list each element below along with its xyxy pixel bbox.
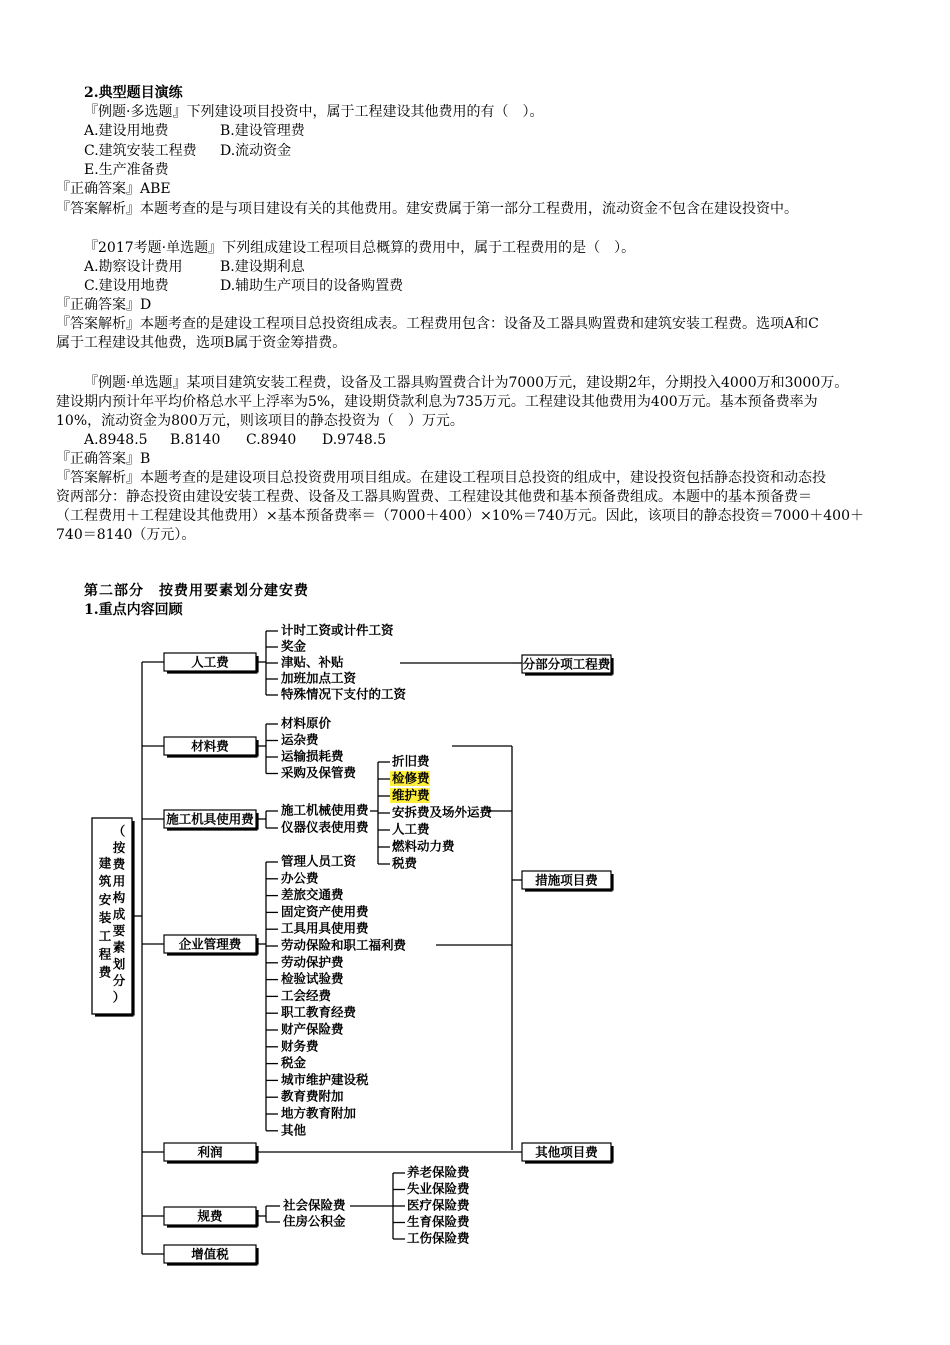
root-label-char: 划: [112, 956, 126, 972]
root-label-char: 分: [112, 972, 126, 988]
fees-item: 社会保险费: [283, 1197, 346, 1213]
category-machine-label: 施工机具使用费: [166, 811, 254, 827]
q3-analysis-line2: 资两部分：静态投资由建设安装工程费、设备及工器具购置费、工程建设其他费和基本预备费组成。本题中的基本预备费＝: [56, 489, 812, 505]
root-label-char: 构: [112, 889, 126, 905]
management-item: 工具用具使用费: [281, 920, 369, 936]
machine-sub-item: 税费: [392, 855, 418, 871]
q3-stem-line1: 『例题·单选题』某项目建筑安装工程费，设备及工器具购置费合计为7000万元，建设期2年，分期投入4000万和3000万。: [84, 375, 849, 391]
management-item: 管理人员工资: [281, 853, 357, 869]
category-vat-label: 增值税: [191, 1246, 229, 1262]
root-label-char: （: [112, 823, 126, 839]
q3-analysis-line3: （工程费用＋工程建设其他费用）×基本预备费率＝（7000＋400）×10%＝740万元。因此，该项目的静态投资＝7000＋400＋: [56, 508, 864, 524]
labor-item: 津贴、补贴: [281, 654, 344, 670]
root-title-char: 程: [98, 946, 112, 962]
labor-item: 计时工资或计件工资: [281, 622, 394, 638]
management-item: 检验试验费: [281, 971, 344, 987]
management-item: 工会经费: [281, 987, 332, 1003]
insurance-item: 生育保险费: [407, 1214, 470, 1229]
management-item: 劳动保险和职工福利费: [281, 937, 407, 953]
machine-item: 仪器仪表使用费: [281, 819, 369, 835]
q1-option-e: E.生产准备费: [84, 162, 169, 178]
fees-item: 住房公积金: [283, 1213, 346, 1229]
root-label-char: 要: [112, 923, 126, 939]
q2-analysis-line2: 属于工程建设其他费，选项B属于资金筹措费。: [56, 335, 347, 351]
root-label-char: 按: [112, 840, 126, 856]
root-title-char: 安: [98, 891, 112, 907]
management-item: 职工教育经费: [281, 1004, 357, 1020]
q3-analysis-line4: 740＝8140（万元）。: [56, 527, 196, 543]
part2-heading: 第二部分 按费用要素划分建安费: [84, 583, 309, 599]
material-item: 运输损耗费: [281, 748, 344, 764]
root-label-char: ）: [112, 989, 126, 1005]
q2-answer: 『正确答案』D: [56, 297, 152, 313]
right-other-label: 其他项目费: [535, 1144, 598, 1160]
root-title-char: 费: [98, 964, 112, 980]
root-title-char: 筑: [98, 873, 112, 889]
labor-item: 奖金: [281, 638, 307, 654]
q1-option-d: D.流动资金: [220, 143, 292, 159]
management-item: 税金: [281, 1055, 307, 1071]
root-title-char: 建: [98, 855, 112, 871]
q3-option-b: B.8140: [170, 432, 221, 448]
q3-stem-line2: 建设期内预计年平均价格总水平上浮率为5%，建设期贷款利息为735万元。工程建设其他费用为400万元。基本预备费率为: [56, 394, 818, 410]
q2-option-c: C.建设用地费: [84, 278, 169, 294]
q2-option-b: B.建设期利息: [220, 259, 305, 275]
q2-option-d: D.辅助生产项目的设备购置费: [220, 278, 404, 294]
q2-analysis-line1: 『答案解析』本题考查的是建设工程项目总投资组成表。工程费用包含：设备及工器具购置费和建筑安装工程费。选项A和C: [56, 316, 819, 332]
machine-sub-item: 安拆费及场外运费: [392, 804, 493, 820]
management-item: 教育费附加: [281, 1088, 344, 1104]
management-item: 财务费: [281, 1038, 319, 1054]
management-item: 其他: [281, 1122, 307, 1138]
material-item: 材料原价: [281, 715, 332, 731]
management-item: 城市维护建设税: [281, 1071, 369, 1087]
part2-subheading: 1.重点内容回顾: [84, 602, 183, 618]
machine-sub-item: 人工费: [392, 821, 430, 837]
root-label-char: 成: [112, 906, 126, 922]
q1-stem: 『例题·多选题』下列建设项目投资中，属于工程建设其他费用的有（ ）。: [84, 104, 544, 120]
right-measures-label: 措施项目费: [535, 872, 598, 888]
q1-option-c: C.建筑安装工程费: [84, 143, 197, 159]
section-heading: 2.典型题目演练: [84, 85, 183, 101]
insurance-item: 失业保险费: [407, 1181, 470, 1196]
category-management-label: 企业管理费: [178, 936, 242, 952]
root-title-char: 装: [98, 910, 112, 926]
q3-option-c: C.8940: [246, 432, 297, 448]
labor-item: 加班加点工资: [281, 670, 357, 686]
management-item: 地方教育附加: [281, 1105, 357, 1121]
management-item: 差旅交通费: [281, 887, 344, 903]
management-item: 劳动保护费: [281, 954, 344, 970]
machine-sub-item: 折旧费: [392, 753, 430, 769]
category-profit-label: 利润: [197, 1144, 223, 1160]
category-material-label: 材料费: [191, 738, 229, 754]
material-item: 运杂费: [281, 732, 319, 747]
q1-option-a: A.建设用地费: [84, 123, 169, 139]
machine-sub-item: 检修费: [392, 770, 430, 786]
insurance-item: 养老保险费: [407, 1164, 470, 1180]
right-sub-works-label: 分部分项工程费: [522, 656, 611, 672]
category-fees-label: 规费: [197, 1208, 223, 1224]
insurance-item: 医疗保险费: [407, 1197, 470, 1213]
category-labor-label: 人工费: [191, 654, 229, 670]
root-label-char: 用: [112, 873, 126, 889]
management-item: 固定资产使用费: [281, 903, 369, 919]
root-label-char: 素: [112, 939, 126, 955]
management-item: 办公费: [281, 870, 319, 886]
q3-option-a: A.8948.5: [84, 432, 148, 448]
insurance-item: 工伤保险费: [407, 1230, 470, 1246]
q3-analysis-line1: 『答案解析』本题考查的是建设项目总投资费用项目组成。在建设工程项目总投资的组成中，建设投资包括静态投资和动态投: [56, 470, 826, 486]
labor-item: 特殊情况下支付的工资: [281, 686, 407, 702]
q2-stem: 『2017考题·单选题』下列组成建设工程项目总概算的费用中，属于工程费用的是（ ）。: [84, 240, 636, 256]
q1-answer: 『正确答案』ABE: [56, 181, 171, 197]
q3-answer: 『正确答案』B: [56, 451, 151, 467]
q1-analysis: 『答案解析』本题考查的是与项目建设有关的其他费用。建安费属于第一部分工程费用，流动资金不包含在建设投资中。: [56, 201, 798, 217]
q2-option-a: A.勘察设计费用: [84, 259, 183, 275]
q3-option-d: D.9748.5: [322, 432, 387, 448]
machine-sub-item: 燃料动力费: [392, 838, 455, 854]
management-item: 财产保险费: [281, 1021, 344, 1037]
machine-sub-item: 维护费: [392, 787, 430, 803]
root-title-char: 工: [98, 928, 112, 944]
root-label-char: 费: [112, 856, 126, 872]
q3-stem-line3: 10%，流动资金为800万元，则该项目的静态投资为（ ）万元。: [56, 413, 464, 429]
machine-item: 施工机械使用费: [281, 802, 369, 818]
q1-option-b: B.建设管理费: [220, 123, 305, 139]
material-item: 采购及保管费: [281, 765, 357, 780]
